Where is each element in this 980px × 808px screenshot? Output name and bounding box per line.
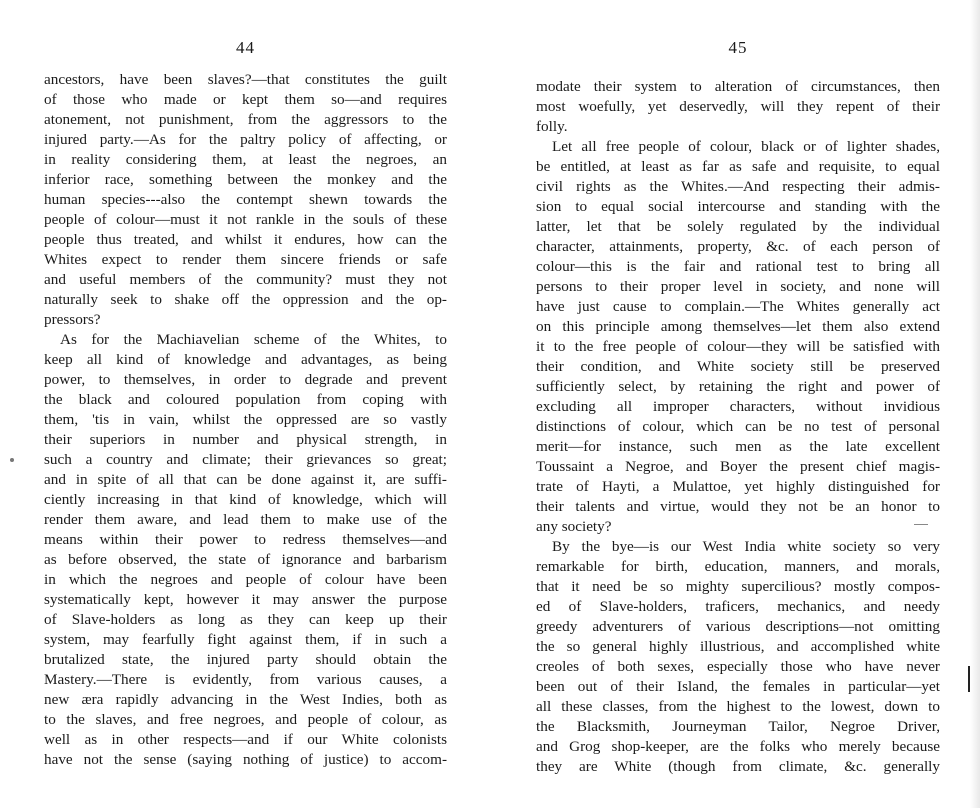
text-line: of those who made or kept them so—and requires (44, 91, 447, 108)
text-line: their condition, and White society still be preserved (536, 358, 940, 375)
text-line: it to the free people of colour—they will be satisfied with (536, 338, 940, 355)
text-line: and in spite of all that can be done against it, are suffi- (44, 471, 447, 488)
text-line: them, 'tis in vain, whilst the oppressed are so vastly (44, 411, 447, 428)
text-line: latter, let that be solely regulated by the individual (536, 218, 940, 235)
text-line: new æra rapidly advancing in the West Indies, both as (44, 691, 447, 708)
text-line: of Slave-holders as long as they can keep up their (44, 611, 447, 628)
text-line: Toussaint a Negroe, and Boyer the present chief magis- (536, 458, 940, 475)
text-line: brutalized state, the injured party should obtain the (44, 651, 447, 668)
text-line: any society? (536, 518, 612, 535)
text-line: in which the negroes and people of colour have been (44, 571, 447, 588)
text-line: human species---also the contempt shewn towards the (44, 191, 447, 208)
text-line: sion to equal social intercourse and standing with the (536, 198, 940, 215)
text-line: systematically kept, however it may answer the purpose (44, 591, 447, 608)
text-line: have not the sense (saying nothing of justice) to accom- (44, 751, 447, 768)
left-page-text (44, 70, 447, 770)
page-number-left: 44 (236, 38, 255, 57)
text-line: Mastery.—There is evidently, from various causes, a (44, 671, 447, 688)
text-line: have just cause to complain.—The Whites generally act (536, 298, 940, 315)
text-line: colour—this is the fair and rational test to bring all (536, 258, 940, 275)
text-line: merit—for instance, such men as the late excellent (536, 438, 940, 455)
text-line: inferior race, something between the monkey and the (44, 171, 447, 188)
text-line: pressors? (44, 311, 101, 328)
text-line: as before observed, the state of ignorance and barbarism (44, 551, 447, 568)
text-line: folly. (536, 118, 568, 135)
text-line: distinctions of colour, which can be no test of personal (536, 418, 940, 435)
text-line: ancestors, have been slaves?—that constitutes the guilt (44, 71, 447, 88)
text-line: civil rights as the Whites.—And respecting their admis- (536, 178, 940, 195)
text-line: system, may fearfully fight against them, if in such a (44, 631, 447, 648)
text-line: keep all kind of knowledge and advantages, as being (44, 351, 447, 368)
text-line: and Grog shop-keeper, are the folks who merely because (536, 738, 940, 755)
page-edge-shadow (970, 0, 980, 808)
text-line: been out of their Island, the females in particular—yet (536, 678, 940, 695)
text-line: they are White (though from climate, &c. generally (536, 758, 940, 775)
page-number-right: 45 (728, 38, 748, 57)
text-line: ciently increasing in that kind of knowledge, which will (44, 491, 447, 508)
text-line: be entitled, at least as far as safe and requisite, to equal (536, 158, 940, 175)
text-line: trate of Hayti, a Mulattoe, yet highly distinguished for (536, 478, 940, 495)
text-line: sufficiently select, by retaining the right and power of (536, 378, 940, 395)
text-line: people thus treated, and whilst it endures, how can the (44, 231, 447, 248)
text-line: on this principle among themselves—let them also extend (536, 318, 940, 335)
text-line: render them aware, and lead them to make use of the (44, 511, 447, 528)
text-line: all these classes, from the highest to the lowest, down to (536, 698, 940, 715)
text-line: Let all free people of colour, black or of lighter shades, (552, 138, 940, 155)
text-line: power, to themselves, in order to degrade and prevent (44, 371, 447, 388)
text-line: most woefully, yet deservedly, will they repent of their (536, 98, 940, 115)
text-line: Whites expect to render them sincere friends or safe (44, 251, 447, 268)
text-line: injured party.—As for the paltry policy of affecting, or (44, 131, 447, 148)
text-line: As for the Machiavelian scheme of the Whites, to (60, 331, 447, 348)
text-line: and useful members of the community? must they not (44, 271, 447, 288)
text-line: creoles of both sexes, especially those who have never (536, 658, 940, 675)
text-line: means within their power to redress themselves—and (44, 531, 447, 548)
text-line: persons to their proper level in society, and none will (536, 278, 940, 295)
text-line: remarkable for birth, education, manners, and morals, (536, 558, 940, 575)
scan-speck (10, 458, 14, 462)
text-line: the Blacksmith, Journeyman Tailor, Negroe Driver, (536, 718, 940, 735)
text-line: the so general highly illustrious, and accomplished white (536, 638, 940, 655)
text-line: greedy adventurers of various descriptions—not omitting (536, 618, 940, 635)
text-line: atonement, not punishment, from the aggressors to the (44, 111, 447, 128)
text-line: naturally seek to shake off the oppression and the op- (44, 291, 447, 308)
text-line: people of colour—must it not rankle in the souls of these (44, 211, 447, 228)
text-line: their superiors in number and physical strength, in (44, 431, 447, 448)
text-line: modate their system to alteration of circumstances, then (536, 78, 940, 95)
text-line: character, attainments, property, &c. of each person of (536, 238, 940, 255)
right-page-text (536, 77, 940, 777)
text-line: well as in other respects—and if our White colonists (44, 731, 447, 748)
text-line: excluding all improper characters, without invidious (536, 398, 940, 415)
text-line: the black and coloured population from coping with (44, 391, 447, 408)
text-line: that it need be so mighty supercilious? mostly compos- (536, 578, 940, 595)
text-line: By the bye—is our West India white society so very (552, 538, 940, 555)
text-line: in reality considering them, at least the negroes, an (44, 151, 447, 168)
text-line: their talents and virtue, would they not be an honor to (536, 498, 940, 515)
text-line: such a country and climate; their grievances so great; (44, 451, 447, 468)
text-line: ed of Slave-holders, traficers, mechanics, and needy (536, 598, 940, 615)
scan-dash-mark (914, 524, 928, 525)
text-line: to the slaves, and free negroes, and people of colour, as (44, 711, 447, 728)
